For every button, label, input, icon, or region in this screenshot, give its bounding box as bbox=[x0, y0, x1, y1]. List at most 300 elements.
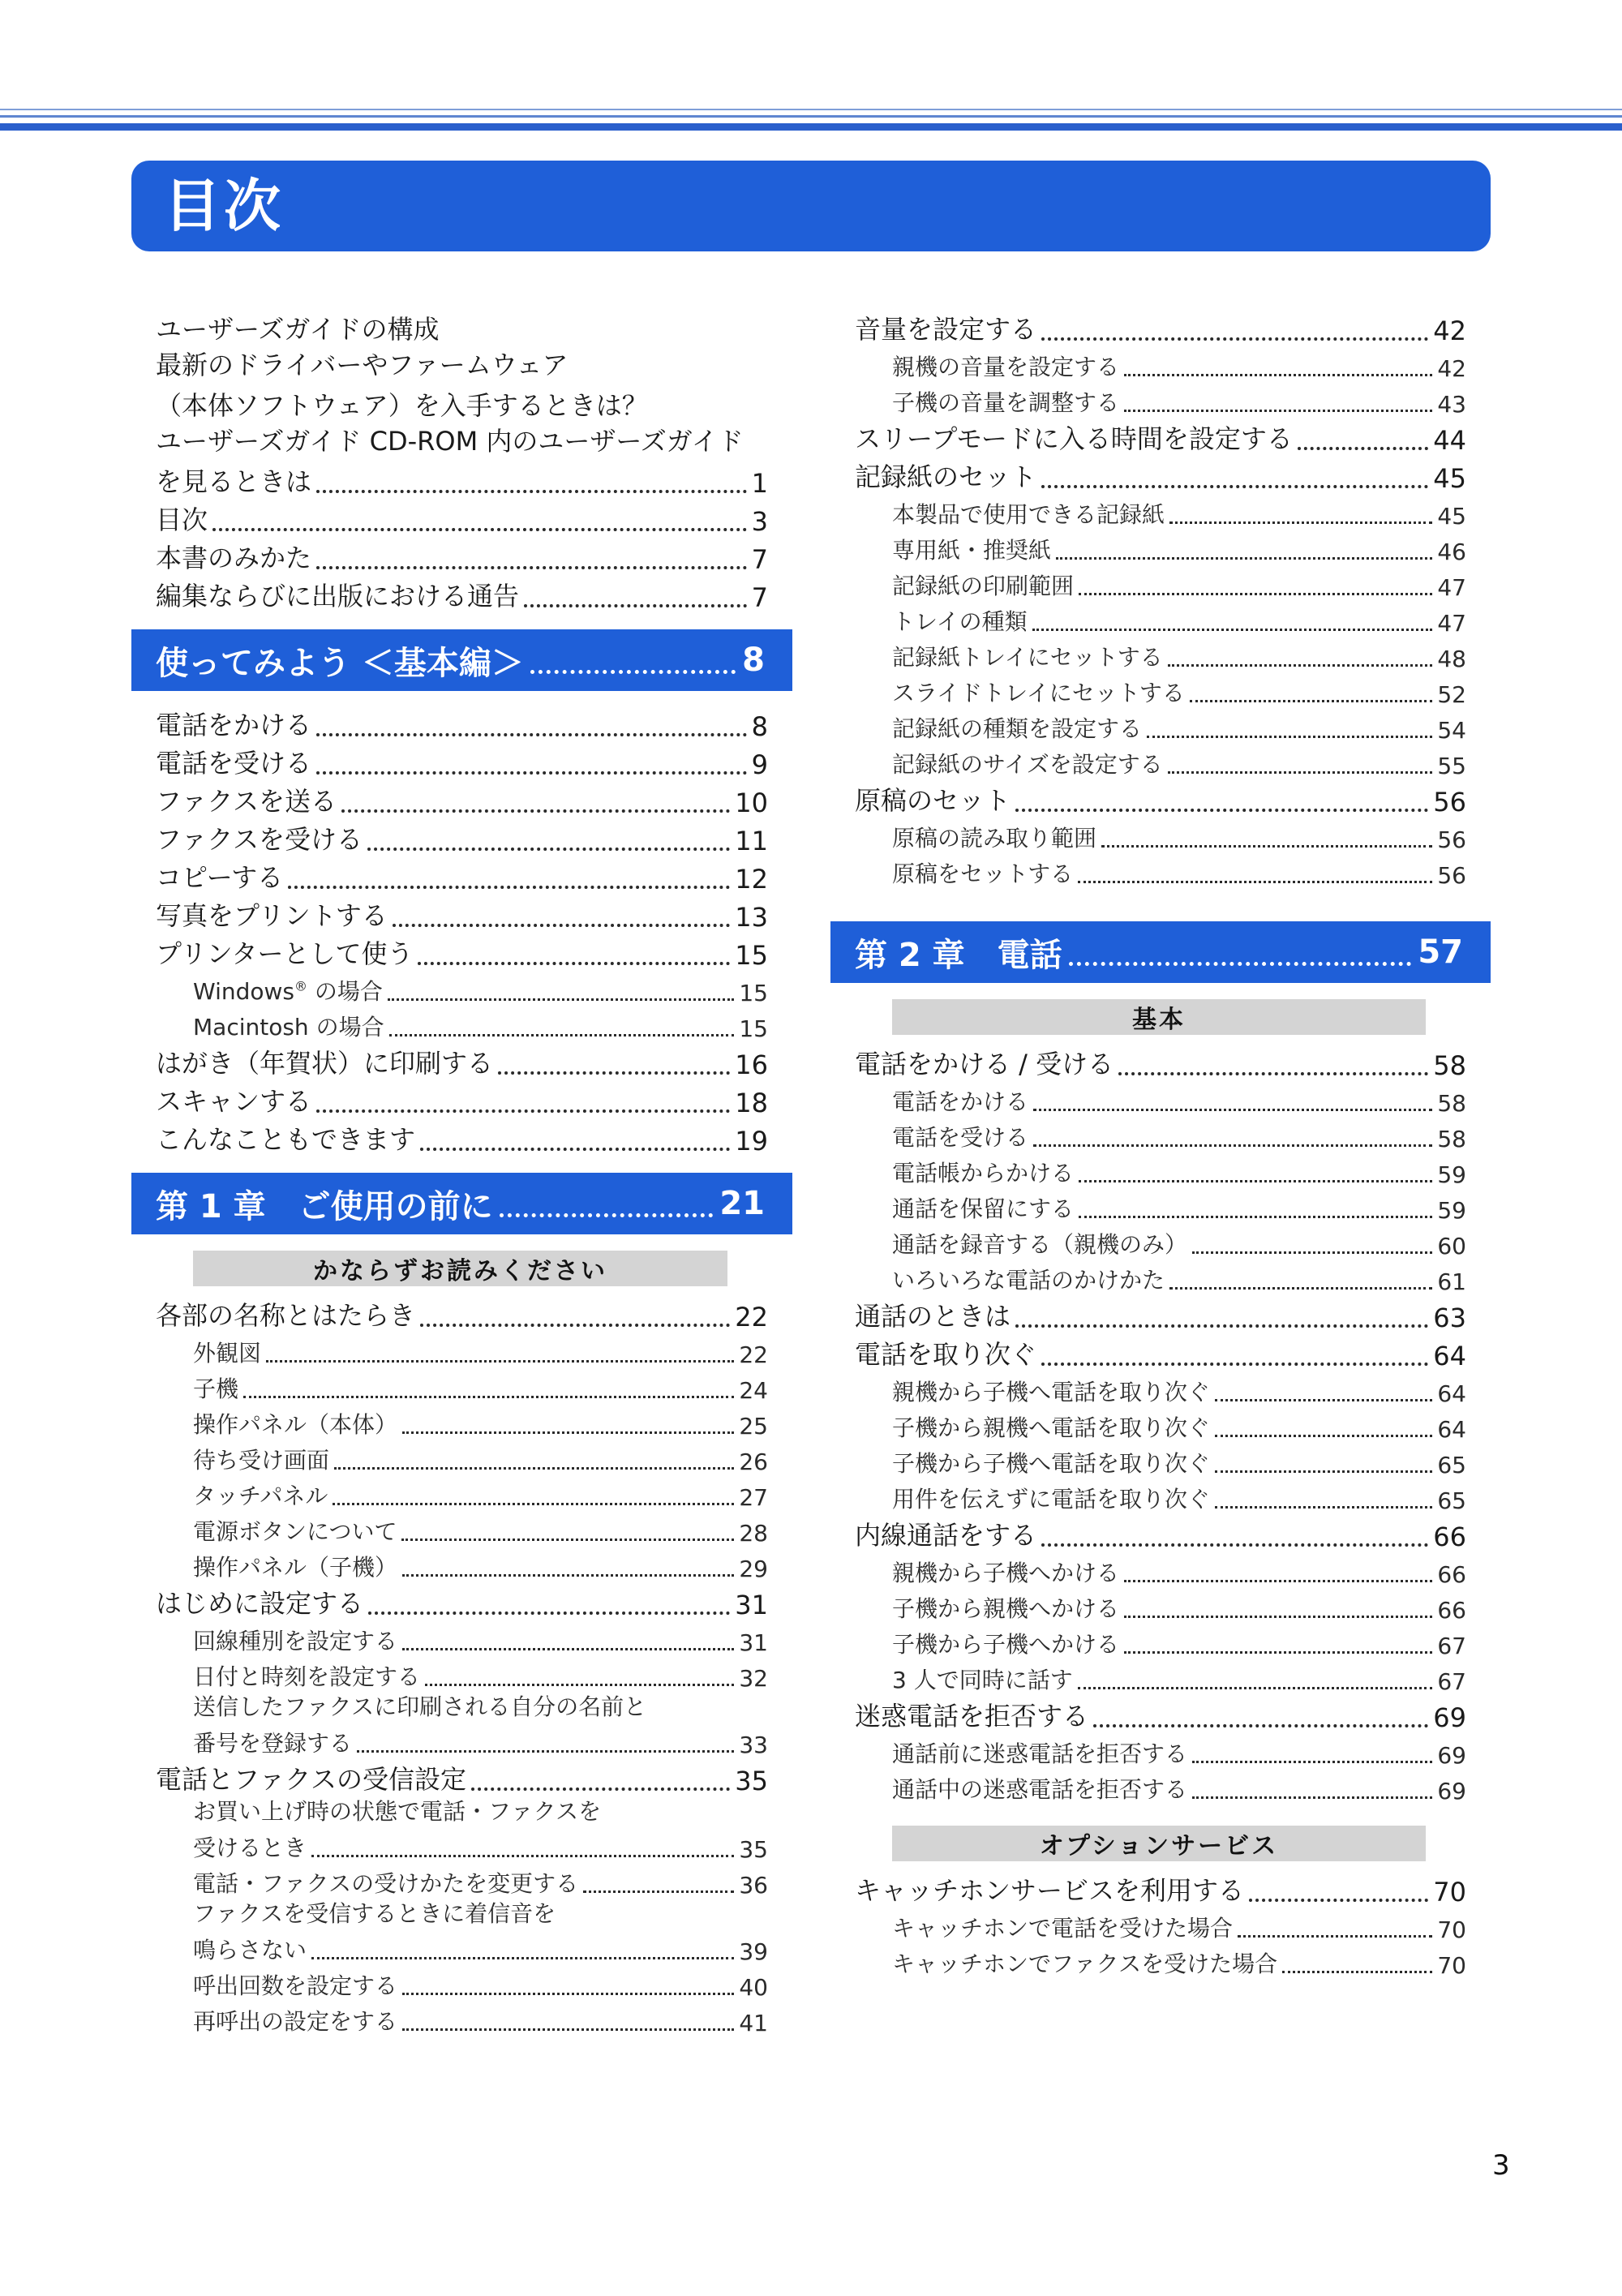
entry-page: 65 bbox=[1437, 1452, 1466, 1478]
entry-title: 原稿をセットする bbox=[892, 860, 1074, 887]
entry-title: 各部の名称とはたらき bbox=[156, 1300, 416, 1331]
entry-title: ファクスを送る bbox=[156, 786, 337, 817]
toc-entry[interactable] bbox=[131, 742, 792, 780]
dot-leader bbox=[1215, 1470, 1432, 1473]
toc-entry[interactable] bbox=[830, 1152, 1491, 1188]
toc-entry[interactable] bbox=[131, 308, 792, 346]
dot-leader bbox=[1032, 628, 1433, 631]
toc-entry[interactable] bbox=[830, 853, 1491, 889]
entry-title: スキャンする bbox=[156, 1086, 312, 1117]
entry-page: 61 bbox=[1437, 1268, 1466, 1295]
entry-title: 呼出回数を設定する bbox=[193, 1972, 398, 1999]
dot-leader bbox=[316, 489, 747, 493]
toc-entry[interactable] bbox=[830, 494, 1491, 530]
toc-group-settings bbox=[830, 308, 1491, 889]
dot-leader bbox=[1078, 880, 1432, 883]
entry-page: 12 bbox=[735, 864, 768, 895]
dot-leader bbox=[418, 961, 730, 965]
entry-title: 待ち受け画面 bbox=[193, 1447, 330, 1474]
dot-leader bbox=[1298, 446, 1428, 450]
toc-entry[interactable] bbox=[830, 1552, 1491, 1588]
toc-entry[interactable] bbox=[131, 704, 792, 742]
subheading-must-read: かならずお読みください bbox=[193, 1251, 727, 1286]
toc-entry[interactable] bbox=[830, 1733, 1491, 1769]
entry-page: 42 bbox=[1437, 355, 1466, 382]
dot-leader bbox=[402, 1431, 734, 1434]
entry-page: 43 bbox=[1437, 391, 1466, 418]
entry-title: 写真をプリントする bbox=[156, 900, 388, 931]
entry-page: 16 bbox=[735, 1049, 768, 1080]
dot-leader bbox=[498, 1071, 730, 1075]
dot-leader bbox=[1124, 1650, 1432, 1654]
dot-leader bbox=[1033, 1144, 1432, 1147]
entry-page: 47 bbox=[1437, 610, 1466, 637]
dot-leader bbox=[1041, 1362, 1428, 1366]
toc-entry[interactable] bbox=[830, 1514, 1491, 1552]
section-title: 使ってみよう ＜基本編＞ bbox=[156, 644, 524, 682]
toc-entry[interactable] bbox=[131, 856, 792, 895]
entry-title-line1: ファクスを受信するときに着信音を bbox=[193, 1900, 556, 1927]
entry-title: プリンターとして使う bbox=[156, 938, 414, 969]
entry-title: はじめに設定する bbox=[156, 1588, 364, 1619]
entry-title: 原稿の読み取り範囲 bbox=[892, 825, 1097, 852]
entry-page: 45 bbox=[1433, 463, 1466, 494]
toc-column-right bbox=[830, 308, 1491, 1979]
page-title: 目次 bbox=[164, 173, 284, 239]
entry-page: 69 bbox=[1437, 1742, 1466, 1769]
dot-leader bbox=[1124, 373, 1432, 376]
header-rule-thick bbox=[0, 123, 1622, 131]
entry-title: 親機から子機へかける bbox=[892, 1560, 1120, 1586]
toc-entry[interactable] bbox=[830, 1407, 1491, 1443]
entry-page: 28 bbox=[739, 1520, 768, 1547]
toc-group-chapter1 bbox=[131, 1294, 792, 2036]
entry-title: 記録紙のサイズを設定する bbox=[892, 751, 1163, 778]
toc-entry[interactable] bbox=[131, 1620, 792, 1656]
entry-title: 再呼出の設定をする bbox=[193, 2008, 398, 2035]
toc-entry[interactable] bbox=[830, 565, 1491, 601]
toc-entry[interactable] bbox=[131, 1965, 792, 2001]
entry-title: 操作パネル（子機） bbox=[193, 1554, 398, 1581]
entry-page: 44 bbox=[1433, 425, 1466, 456]
toc-entry[interactable] bbox=[131, 1440, 792, 1475]
entry-title: 子機から親機へかける bbox=[892, 1595, 1120, 1622]
entry-page: 7 bbox=[751, 582, 768, 613]
entry-title: 本書のみかた bbox=[156, 543, 312, 573]
entry-title: 目次 bbox=[156, 504, 208, 535]
section-page: 57 bbox=[1418, 933, 1463, 971]
toc-entry[interactable] bbox=[830, 382, 1491, 418]
toc-entry[interactable] bbox=[830, 1624, 1491, 1659]
entry-page: 56 bbox=[1437, 862, 1466, 889]
dot-leader bbox=[1015, 1324, 1428, 1328]
dot-leader bbox=[368, 1611, 730, 1615]
entry-title: 電話をかける bbox=[892, 1088, 1029, 1115]
dot-leader bbox=[389, 1033, 735, 1036]
entry-page: 25 bbox=[739, 1413, 768, 1440]
toc-entry[interactable] bbox=[131, 499, 792, 537]
entry-page: 31 bbox=[735, 1590, 768, 1620]
toc-entry[interactable] bbox=[131, 1475, 792, 1511]
entry-title-main: Windows bbox=[193, 978, 294, 1005]
toc-entry[interactable] bbox=[131, 1404, 792, 1440]
entry-page: 59 bbox=[1437, 1197, 1466, 1224]
toc-entry[interactable] bbox=[830, 1908, 1491, 1943]
entry-page: 13 bbox=[735, 902, 768, 933]
dot-leader bbox=[420, 1323, 730, 1327]
toc-entry[interactable] bbox=[830, 1371, 1491, 1407]
entry-title-line2: 番号を登録する bbox=[193, 1730, 353, 1757]
toc-entry[interactable] bbox=[830, 637, 1491, 672]
entry-title: キャッチホンサービスを利用する bbox=[855, 1875, 1245, 1906]
dot-leader bbox=[1192, 1760, 1432, 1763]
toc-entry[interactable] bbox=[131, 575, 792, 613]
entry-page: 39 bbox=[739, 1938, 768, 1965]
toc-entry[interactable] bbox=[131, 933, 792, 971]
toc-entry[interactable] bbox=[131, 1080, 792, 1118]
entry-title: トレイの種類 bbox=[892, 608, 1028, 635]
toc-entry[interactable] bbox=[830, 818, 1491, 853]
entry-title: 電話をかける / 受ける bbox=[855, 1049, 1114, 1079]
toc-entry[interactable] bbox=[830, 744, 1491, 779]
entry-title: 通話を保留にする bbox=[892, 1195, 1075, 1222]
entry-title: 電話を受ける bbox=[156, 748, 312, 779]
toc-entry[interactable] bbox=[131, 1582, 792, 1620]
dot-leader bbox=[1215, 1398, 1432, 1401]
toc-entry[interactable] bbox=[131, 1118, 792, 1157]
entry-page: 65 bbox=[1437, 1487, 1466, 1514]
entry-title: 電話・ファクスの受けかたを変更する bbox=[193, 1870, 579, 1897]
toc-entry[interactable] bbox=[131, 818, 792, 856]
toc-entry[interactable] bbox=[830, 1943, 1491, 1979]
entry-second-line bbox=[193, 1723, 768, 1758]
entry-title: 原稿のセット bbox=[855, 785, 1011, 816]
entry-title: スリープモードに入る時間を設定する bbox=[855, 423, 1293, 454]
section-title: 第 2 章 電話 bbox=[855, 936, 1062, 974]
dot-leader bbox=[425, 1683, 734, 1686]
dot-leader bbox=[393, 923, 731, 927]
dot-leader bbox=[316, 770, 747, 775]
entry-title: 子機から親機へ電話を取り次ぐ bbox=[892, 1414, 1211, 1441]
dot-leader bbox=[1118, 1071, 1428, 1075]
toc-entry[interactable] bbox=[830, 346, 1491, 382]
entry-page: 40 bbox=[739, 1974, 768, 2001]
entry-title: 子機の音量を調整する bbox=[892, 389, 1120, 416]
dot-leader bbox=[316, 1109, 730, 1113]
dot-leader bbox=[1168, 663, 1433, 667]
entry-title-line1: お買い上げ時の状態で電話・ファクスを bbox=[193, 1798, 602, 1825]
entry-page: 52 bbox=[1437, 681, 1466, 708]
entry-second-line bbox=[156, 461, 768, 499]
entry-page: 47 bbox=[1437, 574, 1466, 601]
entry-title: タッチパネル bbox=[193, 1483, 328, 1509]
toc-entry[interactable] bbox=[131, 1758, 792, 1796]
dot-leader bbox=[367, 847, 730, 851]
entry-title: 親機の音量を設定する bbox=[892, 354, 1120, 380]
entry-page: 67 bbox=[1437, 1633, 1466, 1659]
dot-leader bbox=[402, 1573, 734, 1577]
toc-entry[interactable] bbox=[131, 1368, 792, 1404]
dot-leader bbox=[316, 732, 747, 736]
entry-title: キャッチホンでファクスを受けた場合 bbox=[892, 1951, 1278, 1977]
entry-page: 24 bbox=[739, 1377, 768, 1404]
entry-page: 22 bbox=[735, 1302, 768, 1333]
toc-entry[interactable] bbox=[830, 1260, 1491, 1295]
dot-leader bbox=[524, 603, 747, 607]
toc-entry[interactable] bbox=[131, 2001, 792, 2036]
toc-entry[interactable] bbox=[131, 971, 792, 1006]
dot-leader bbox=[1079, 1215, 1432, 1218]
toc-entry[interactable] bbox=[131, 895, 792, 933]
entry-page: 67 bbox=[1437, 1668, 1466, 1695]
entry-page: 58 bbox=[1437, 1126, 1466, 1152]
toc-entry[interactable] bbox=[830, 1478, 1491, 1514]
dot-leader bbox=[1215, 1434, 1432, 1437]
entry-title: ユーザーズガイドの構成 bbox=[156, 314, 440, 345]
entry-page: 69 bbox=[1437, 1778, 1466, 1805]
entry-page: 66 bbox=[1437, 1561, 1466, 1588]
toc-entry[interactable] bbox=[131, 780, 792, 818]
header-rule-thin bbox=[0, 109, 1622, 110]
entry-title: ファクスを受ける bbox=[156, 824, 363, 855]
entry-title: 電話を受ける bbox=[892, 1124, 1029, 1151]
entry-page: 31 bbox=[739, 1629, 768, 1656]
dot-leader bbox=[243, 1395, 734, 1398]
entry-title: 電源ボタンについて bbox=[193, 1518, 397, 1545]
entry-title-line2: 受けるとき bbox=[193, 1835, 307, 1861]
dot-leader bbox=[500, 1212, 714, 1217]
page-number: 3 bbox=[1492, 2149, 1510, 2182]
toc-entry[interactable] bbox=[830, 1188, 1491, 1224]
dot-leader bbox=[1238, 1934, 1432, 1938]
entry-page: 1 bbox=[751, 468, 768, 499]
toc-entry[interactable] bbox=[830, 1081, 1491, 1117]
entry-page: 64 bbox=[1437, 1416, 1466, 1443]
dot-leader bbox=[388, 998, 734, 1001]
toc-entry[interactable] bbox=[830, 1117, 1491, 1152]
entry-page: 63 bbox=[1433, 1302, 1466, 1333]
toc-entry[interactable] bbox=[830, 456, 1491, 494]
dot-leader bbox=[402, 1647, 734, 1650]
dot-leader bbox=[316, 565, 747, 569]
entry-page: 41 bbox=[739, 2010, 768, 2036]
section-page: 8 bbox=[742, 642, 765, 679]
toc-section-chapter1[interactable] bbox=[131, 1173, 792, 1234]
dot-leader bbox=[1190, 699, 1432, 702]
toc-entry[interactable] bbox=[131, 423, 792, 499]
section-page: 21 bbox=[719, 1185, 765, 1222]
dot-leader bbox=[1124, 1615, 1432, 1618]
dot-leader bbox=[1249, 1898, 1428, 1902]
entry-title bbox=[193, 974, 383, 1006]
entry-title-line2: を見るときは bbox=[156, 466, 312, 497]
section-title: 第 1 章 ご使用の前に bbox=[156, 1187, 493, 1225]
entry-page: 58 bbox=[1437, 1090, 1466, 1117]
entry-page: 15 bbox=[735, 940, 768, 971]
toc-group-basic bbox=[131, 704, 792, 1157]
toc-entry[interactable] bbox=[830, 308, 1491, 346]
entry-title: 迷惑電話を拒否する bbox=[855, 1701, 1089, 1732]
entry-title: 子機から子機へかける bbox=[892, 1631, 1120, 1658]
dot-leader bbox=[420, 1147, 730, 1151]
entry-page: 10 bbox=[735, 788, 768, 818]
dot-leader bbox=[1033, 1108, 1432, 1111]
entry-title: はがき（年賀状）に印刷する bbox=[156, 1048, 494, 1079]
dot-leader bbox=[1079, 1179, 1432, 1182]
entry-page: 69 bbox=[1433, 1702, 1466, 1733]
toc-section-basic[interactable] bbox=[131, 629, 792, 691]
entry-page: 15 bbox=[739, 980, 768, 1006]
entry-title: 電話帳からかける bbox=[892, 1160, 1075, 1187]
dot-leader bbox=[1078, 1686, 1433, 1689]
entry-title: Macintosh の場合 bbox=[193, 1014, 384, 1041]
entry-title: 親機から子機へ電話を取り次ぐ bbox=[892, 1379, 1211, 1405]
toc-entry[interactable] bbox=[131, 537, 792, 575]
entry-page: 15 bbox=[739, 1015, 768, 1042]
entry-title: 電話を取り次ぐ bbox=[855, 1339, 1037, 1370]
toc-entry[interactable] bbox=[131, 1692, 792, 1758]
subheading-option-service: オプションサービス bbox=[892, 1826, 1426, 1861]
entry-page: 9 bbox=[751, 749, 768, 780]
entry-title: 記録紙トレイにセットする bbox=[892, 644, 1163, 671]
entry-page: 18 bbox=[735, 1088, 768, 1118]
toc-entry[interactable] bbox=[830, 1769, 1491, 1805]
entry-title-line2: （本体ソフトウェア）を入手するときは？ bbox=[156, 390, 648, 421]
entry-page: 60 bbox=[1437, 1233, 1466, 1260]
toc-entry[interactable] bbox=[131, 1547, 792, 1582]
entry-title: 日付と時刻を設定する bbox=[193, 1663, 421, 1690]
entry-page: 66 bbox=[1433, 1521, 1466, 1552]
toc-entry[interactable] bbox=[830, 1333, 1491, 1371]
dot-leader bbox=[1101, 844, 1432, 848]
entry-title: 編集ならびに出版における通告 bbox=[156, 581, 520, 612]
entry-second-line bbox=[193, 1929, 768, 1965]
entry-title: 専用紙・推奨紙 bbox=[892, 537, 1052, 564]
dot-leader bbox=[1041, 484, 1428, 488]
dot-leader bbox=[334, 1466, 734, 1470]
toc-entry[interactable] bbox=[131, 1006, 792, 1042]
toc-entry[interactable] bbox=[830, 708, 1491, 744]
entry-title: 通話中の迷惑電話を拒否する bbox=[892, 1776, 1188, 1803]
entry-page: 66 bbox=[1437, 1597, 1466, 1624]
header-rule-mid bbox=[0, 115, 1622, 118]
dot-leader bbox=[1079, 592, 1432, 595]
toc-entry[interactable] bbox=[131, 1294, 792, 1333]
toc-entry[interactable] bbox=[830, 1443, 1491, 1478]
entry-page: 45 bbox=[1437, 503, 1466, 530]
entry-page: 29 bbox=[739, 1556, 768, 1582]
toc-entry[interactable] bbox=[131, 1333, 792, 1368]
entry-title: 通話前に迷惑電話を拒否する bbox=[892, 1740, 1188, 1767]
toc-entry[interactable] bbox=[830, 418, 1491, 456]
toc-entry[interactable] bbox=[830, 1659, 1491, 1695]
entry-title-line2: 鳴らさない bbox=[193, 1937, 307, 1963]
dot-leader bbox=[583, 1890, 734, 1893]
entry-page: 56 bbox=[1433, 787, 1466, 818]
toc-entry[interactable] bbox=[830, 1869, 1491, 1908]
entry-title: 電話とファクスの受信設定 bbox=[156, 1764, 467, 1795]
dot-leader bbox=[1282, 1970, 1432, 1973]
entry-title: コピーする bbox=[156, 862, 284, 893]
dot-leader bbox=[1168, 770, 1433, 774]
toc-entry[interactable] bbox=[830, 530, 1491, 565]
entry-title: 本製品で使用できる記録紙 bbox=[892, 501, 1165, 528]
toc-entry[interactable] bbox=[131, 1899, 792, 1965]
entry-title: 内線通話をする bbox=[855, 1520, 1037, 1551]
entry-title-line1: 最新のドライバーやファームウェア bbox=[156, 350, 569, 380]
toc-entry[interactable] bbox=[131, 1863, 792, 1899]
entry-title: 通話のときは bbox=[855, 1301, 1011, 1332]
entry-page: 64 bbox=[1433, 1341, 1466, 1371]
toc-section-chapter2[interactable] bbox=[830, 921, 1491, 983]
toc-entry[interactable] bbox=[830, 1695, 1491, 1733]
toc-entry[interactable] bbox=[830, 779, 1491, 818]
entry-page: 35 bbox=[735, 1766, 768, 1796]
dot-leader bbox=[530, 669, 736, 674]
entry-page: 7 bbox=[751, 544, 768, 575]
dot-leader bbox=[1015, 808, 1428, 812]
dot-leader bbox=[471, 1787, 730, 1791]
toc-group-chapter2-option bbox=[830, 1869, 1491, 1979]
entry-title: こんなこともできます bbox=[156, 1124, 416, 1155]
registered-mark: ® bbox=[294, 978, 307, 994]
entry-title: 用件を伝えずに電話を取り次ぐ bbox=[892, 1486, 1211, 1513]
entry-page: 48 bbox=[1437, 646, 1466, 672]
toc-entry[interactable] bbox=[830, 1043, 1491, 1081]
dot-leader bbox=[1041, 337, 1428, 341]
toc-entry[interactable] bbox=[131, 1656, 792, 1692]
entry-page: 27 bbox=[739, 1484, 768, 1511]
subheading-basic: 基本 bbox=[892, 999, 1426, 1035]
dot-leader bbox=[311, 1854, 734, 1857]
entry-title: 外観図 bbox=[193, 1340, 262, 1367]
entry-title: 操作パネル（本体） bbox=[193, 1411, 398, 1438]
toc-entry[interactable] bbox=[830, 1295, 1491, 1333]
entry-page: 36 bbox=[739, 1872, 768, 1899]
toc-entry[interactable] bbox=[131, 1796, 792, 1863]
dot-leader bbox=[333, 1502, 734, 1505]
dot-leader bbox=[266, 1359, 734, 1363]
dot-leader bbox=[1169, 1286, 1432, 1290]
dot-leader bbox=[402, 2028, 734, 2031]
dot-leader bbox=[1192, 1251, 1432, 1254]
entry-title: 記録紙の印刷範囲 bbox=[892, 573, 1075, 599]
dot-leader bbox=[1041, 1543, 1428, 1547]
toc-entry[interactable] bbox=[131, 1042, 792, 1080]
toc-entry[interactable] bbox=[830, 672, 1491, 708]
entry-second-line bbox=[156, 384, 768, 423]
toc-entry[interactable] bbox=[131, 346, 792, 423]
entry-title: 電話をかける bbox=[156, 710, 312, 740]
entry-page: 19 bbox=[735, 1126, 768, 1157]
dot-leader bbox=[212, 527, 747, 531]
entry-title: 通話を録音する（親機のみ） bbox=[892, 1231, 1188, 1258]
toc-entry[interactable] bbox=[131, 1511, 792, 1547]
dot-leader bbox=[401, 1538, 734, 1541]
entry-page: 35 bbox=[739, 1836, 768, 1863]
entry-title: いろいろな電話のかけかた bbox=[892, 1267, 1165, 1294]
entry-title: 記録紙のセット bbox=[855, 461, 1037, 492]
toc-entry[interactable] bbox=[830, 1224, 1491, 1260]
entry-page: 22 bbox=[739, 1341, 768, 1368]
toc-entry[interactable] bbox=[830, 1588, 1491, 1624]
entry-title: 記録紙の種類を設定する bbox=[892, 715, 1143, 742]
toc-group-chapter2-basic bbox=[830, 1043, 1491, 1805]
toc-entry[interactable] bbox=[830, 601, 1491, 637]
entry-page: 11 bbox=[735, 826, 768, 856]
entry-title-line1: ユーザーズガイド CD-ROM 内のユーザーズガイド bbox=[156, 426, 744, 457]
dot-leader bbox=[1147, 735, 1432, 738]
